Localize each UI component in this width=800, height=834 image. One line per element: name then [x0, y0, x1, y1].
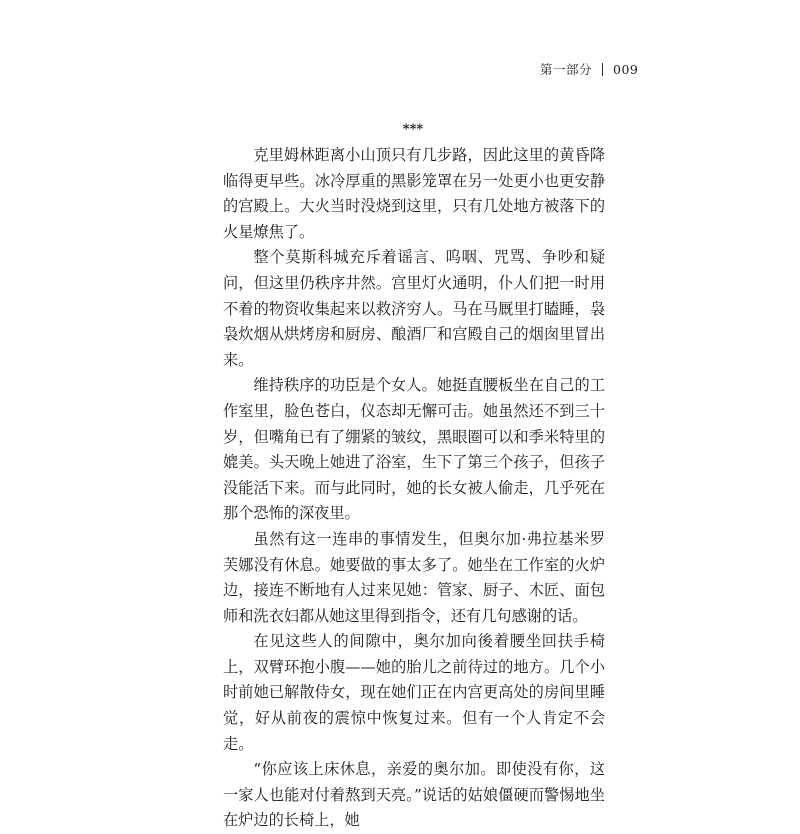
header-separator — [602, 63, 603, 76]
scene-break: *** — [402, 122, 424, 137]
paragraph: “你应该上床休息，亲爱的奥尔加。即使没有你，这一家人也能对付着熬到天亮。”说话的姑娘僵硬而警惕地坐在炉边的长椅上，她 — [223, 760, 605, 830]
section-title: 第一部分 — [540, 62, 593, 77]
paragraph: 虽然有这一连串的事情发生，但奥尔加·弗拉基米罗芙娜没有休息。她要做的事太多了。她坐在工作室的火炉边，接连不断地有人过来见她：管家、厨子、木匠、面包师和洗衣妇都从她这里得到指令，还有几句感谢的话。 — [223, 529, 605, 625]
paragraph: 在见这些人的间隙中，奥尔加向後着腰坐回扶手椅上，双臂环抱小腹——她的胎儿之前待过的地方。几个小时前她已解散侍女，现在她们正在内宫更高处的房间里睡觉，好从前夜的震惊中恢复过来。但有一个人肯定不会走。 — [223, 632, 605, 753]
body-text — [223, 143, 605, 834]
paragraph: 维持秩序的功臣是个女人。她挺直腰板坐在自己的工作室里，脸色苍白，仪态却无懈可击。她虽然还不到三十岁，但嘴角已有了绷紧的皱纹，黑眼圈可以和季米特里的媲美。头天晚上她进了浴室，生下了第三个孩子，但孩子没能活下来。而与此同时，她的长女被人偷走，几乎死在那个恐怖的深夜里。 — [223, 376, 605, 523]
page-number: 009 — [613, 61, 639, 77]
paragraph: 克里姆林距离小山顶只有几步路，因此这里的黄昏降临得更早些。冰冷厚重的黑影笼罩在另一处更小也更安静的宫殿上。大火当时没烧到这里，只有几处地方被落下的火星燎焦了。 — [223, 146, 605, 241]
paragraph: 整个莫斯科城充斥着谣言、呜咽、咒骂、争吵和疑问，但这里仍秩序井然。宫里灯火通明，仆人们把一时用不着的物资收集起来以救济穷人。马在马厩里打瞌睡，袅袅炊烟从烘烤房和厨房、酿酒厂和宫殿自己的烟囱里冒出来。 — [223, 248, 605, 369]
running-head — [540, 60, 638, 78]
